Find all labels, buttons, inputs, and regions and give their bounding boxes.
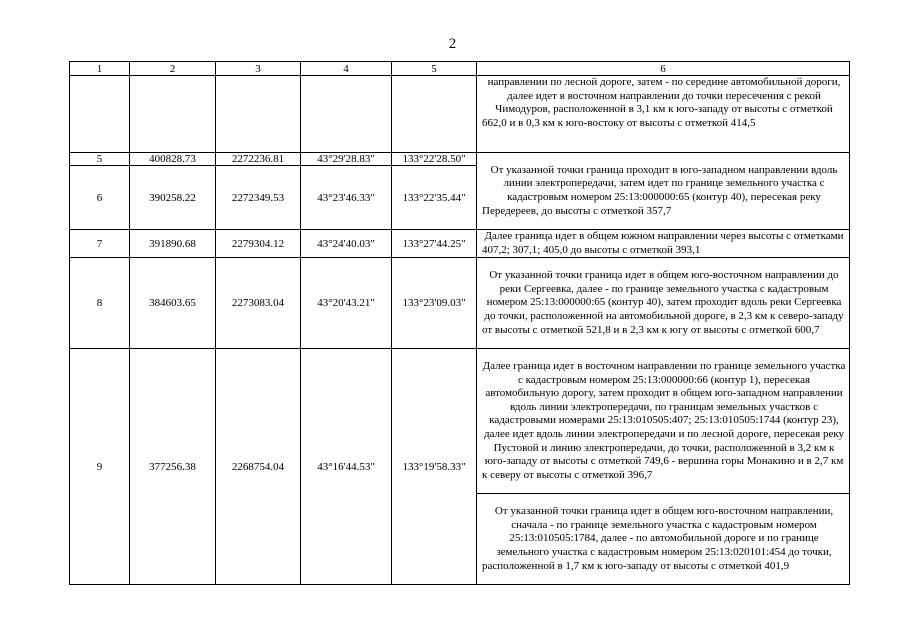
table-row [70,76,850,153]
latitude: 43°16'44.53" [301,349,392,585]
y-coordinate: 2268754.04 [216,349,301,585]
header-cell: 4 [301,62,392,76]
point-number: 6 [70,166,130,230]
point-number: 8 [70,258,130,349]
longitude: 133°27'44.25" [392,230,477,258]
longitude: 133°23'09.03" [392,258,477,349]
x-coordinate: 400828.73 [130,153,216,166]
header-cell: 5 [392,62,477,76]
header-cell: 3 [216,62,301,76]
latitude: 43°20'43.21" [301,258,392,349]
header-cell: 2 [130,62,216,76]
description-cell: Далее граница идет в общем южном направлении через высоты с отметками 407,2; 307,1; 405,0 до высоты с отметкой 393,1 [477,230,850,258]
description-cell: Далее граница идет в восточном направлении по границе земельного участка с кадастровым номером 25:13:000000:66 (контур 1), пересекая автомобильную дорогу, затем проходит в общем юго-западном направлении вдоль линии электропередачи, по границам земельных участков с кадастровыми номерами 25:13:010505:407; 25:13:010505:1744 (контур 23), далее идет вдоль линии электропередачи и по лесной дороге, пересекая реку Пустовой и линию электропередачи, до точки, расположенной в 3,2 км к юго-западу от высоты с отметкой 749,6 - вершина горы Монакино и в 2,7 км к северу от высоты с отметкой 396,7 [477,349,850,494]
longitude: 133°19'58.33" [392,349,477,585]
page-number: 2 [448,36,457,52]
description-cell: От указанной точки граница проходит в юго-западном направлении вдоль линии электропередачи, затем идет по границе земельного участка с кадастровым номером 25:13:000000:65 (контур 40), пересекая реку Передереев, до высоты с отметкой 357,7 [477,153,850,230]
latitude: 43°24'40.03" [301,230,392,258]
x-coordinate: 391890.68 [130,230,216,258]
y-coordinate: 2273083.04 [216,258,301,349]
x-coordinate: 377256.38 [130,349,216,585]
y-coordinate: 2272349.53 [216,166,301,230]
point-number: 9 [70,349,130,585]
point-number: 5 [70,153,130,166]
boundary-coordinates-table [69,61,850,585]
header-cell: 6 [477,62,850,76]
header-cell: 1 [70,62,130,76]
longitude: 133°22'35.44" [392,166,477,230]
description-cell: От указанной точки граница идет в общем юго-восточном направлении, сначала - по границе земельного участка с кадастровым номером 25:13:010505:1784, далее - по автомобильной дороге и по границе земельного участка с кадастровым номером 25:13:020101:454 до точки, расположенной в 1,7 км к юго-западу от высоты с отметкой 401,9 [477,494,850,585]
y-coordinate: 2272236.81 [216,153,301,166]
latitude: 43°29'28.83" [301,153,392,166]
y-coordinate: 2279304.12 [216,230,301,258]
description-cell: направлении по лесной дороге, затем - по середине автомобильной дороги, далее идет в восточном направлении до точки пересечения с рекой Чимодуров, расположенной в 3,1 км к юго-западу от высоты с отметкой 662,0 и в 0,3 км к юго-востоку от высоты с отметкой 414,5 [477,76,850,153]
x-coordinate: 384603.65 [130,258,216,349]
latitude: 43°23'46.33" [301,166,392,230]
point-number: 7 [70,230,130,258]
x-coordinate: 390258.22 [130,166,216,230]
header-row [70,62,850,76]
longitude: 133°22'28.50" [392,153,477,166]
description-cell: От указанной точки граница идет в общем юго-восточном направлении до реки Сергеевка, далее - по границе земельного участка с кадастровым номером 25:13:000000:65 (контур 40), затем проходит вдоль реки Сергеевка до точки, расположенной на автомобильной дороге, в 2,3 км к северо-западу от высоты с отметкой 521,8 и в 2,3 км к югу от высоты с отметкой 600,7 [477,258,850,349]
